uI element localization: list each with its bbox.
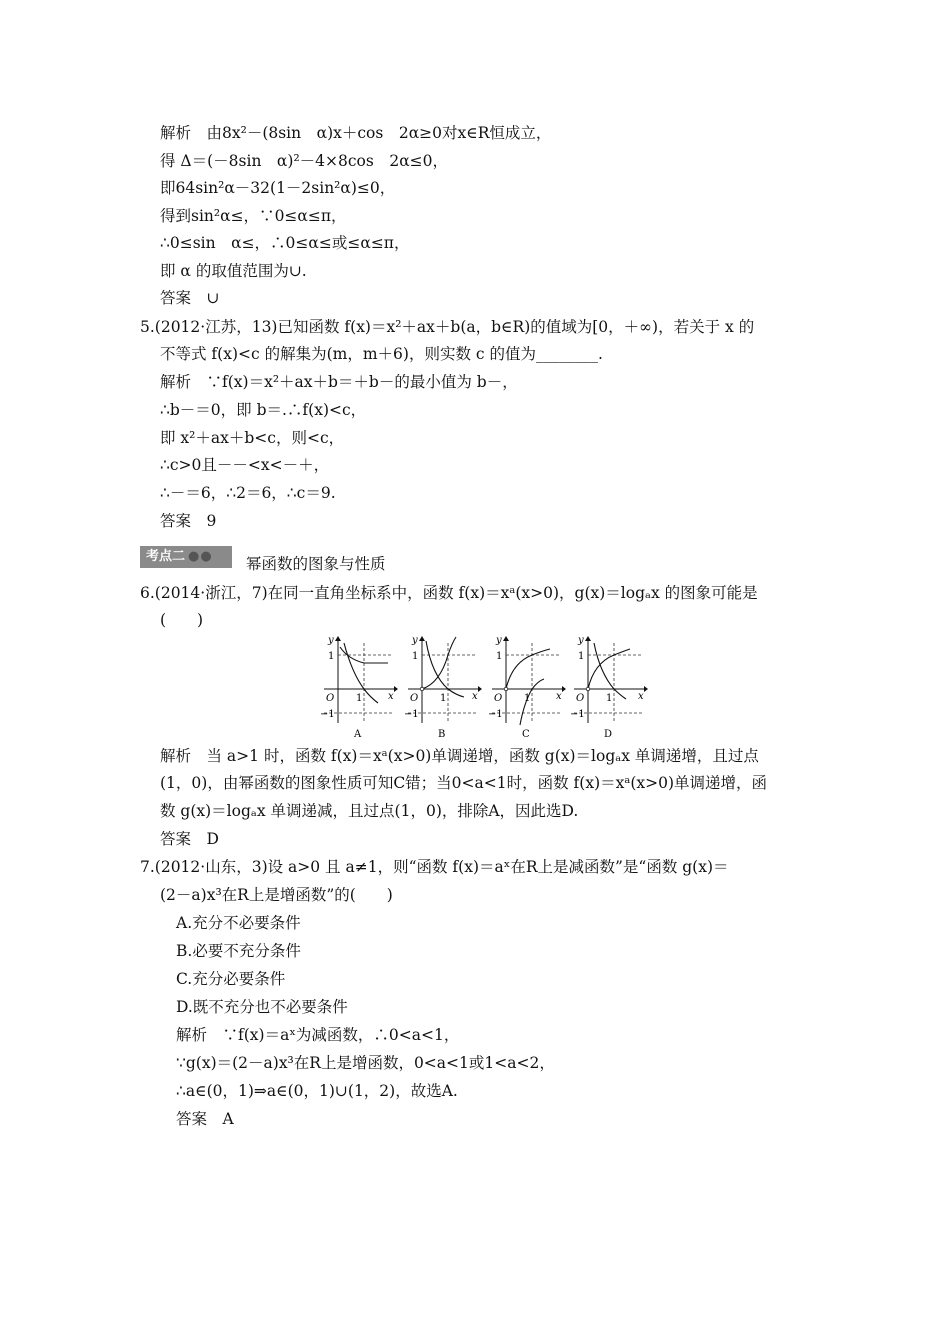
origin-label: O	[410, 693, 419, 704]
y-axis-arrow	[585, 636, 591, 641]
question-7-line-1: 7.(2012·山东，3)设 a>0 且 a≠1，则“函数 f(x)＝aˣ在R上是减函数”是“函数 g(x)＝	[140, 858, 729, 876]
option-label: D	[604, 729, 613, 740]
neg-one-label: −1	[404, 709, 419, 720]
question-6-line-2: ( )	[160, 611, 204, 629]
solution-line-5: ∴0≤sin α≤，∴0≤α≤或≤α≤π，	[160, 234, 410, 252]
answer-5: 答案 9	[160, 512, 217, 530]
solution-line-4: 得到sin²α≤，∵0≤α≤π，	[160, 207, 347, 225]
y-axis-arrow	[503, 636, 509, 641]
question-7-line-2: (2－a)x³在R上是增函数”的( )	[160, 886, 393, 904]
option-label: C	[522, 729, 530, 740]
origin-label: O	[494, 693, 503, 704]
section-badge	[140, 546, 232, 568]
one-label-y: 1	[496, 651, 503, 662]
solution-line-6: 即 α 的取值范围为∪.	[160, 262, 307, 280]
x-label: x	[638, 691, 644, 702]
neg-one-label: −1	[488, 709, 503, 720]
graph-d	[568, 633, 648, 743]
x-label: x	[472, 691, 478, 702]
answer-6: 答案 D	[160, 830, 219, 848]
y-label: y	[412, 635, 418, 646]
one-label-x: 1	[524, 693, 531, 704]
solution-7-line-2: ∵g(x)＝(2－a)x³在R上是增函数，0<a<1或1<a<2，	[176, 1054, 555, 1072]
one-label-x: 1	[440, 693, 447, 704]
origin-point	[504, 687, 508, 691]
y-label: y	[578, 635, 584, 646]
solution-7-line-3: ∴a∈(0，1)⇒a∈(0，1)∪(1，2)，故选A.	[176, 1082, 458, 1100]
y-axis-arrow	[335, 636, 341, 641]
x-label: x	[556, 691, 562, 702]
x-axis-arrow	[562, 686, 566, 692]
origin-label: O	[326, 693, 335, 704]
section-title: 幂函数的图象与性质	[246, 555, 386, 573]
solution-6-line-2: (1，0)，由幂函数的图象性质可知C错；当0<a<1时，函数 f(x)＝xᵃ(x>0)单调递增，函	[160, 774, 768, 792]
solution-5-line-4: ∴c>0且－－<x<－＋，	[160, 456, 330, 474]
solution-6-line-1: 解析 当 a>1 时，函数 f(x)＝xᵃ(x>0)单调递增，函数 g(x)＝logₐx 单调递增，且过点	[160, 747, 759, 765]
answer-7: 答案 A	[176, 1110, 234, 1128]
y-axis-arrow	[419, 636, 425, 641]
solution-7-line-1: 解析 ∵f(x)＝aˣ为减函数，∴0<a<1，	[176, 1026, 460, 1044]
option-label: A	[354, 729, 362, 740]
x-axis-arrow	[478, 686, 482, 692]
one-label-x: 1	[606, 693, 613, 704]
option-label: B	[438, 729, 446, 740]
question-5-line-2: 不等式 f(x)<c 的解集为(m，m＋6)，则实数 c 的值为________.	[160, 345, 603, 363]
x-axis-arrow	[394, 686, 398, 692]
solution-line-1: 解析 由8x²－(8sin α)x＋cos 2α≥0对x∈R恒成立，	[160, 124, 552, 142]
option-c: C.充分必要条件	[176, 970, 286, 988]
y-label: y	[328, 635, 334, 646]
solution-line-3: 即64sin²α－32(1－2sin²α)≤0，	[160, 179, 396, 197]
question-5-line-1: 5.(2012·江苏，13)已知函数 f(x)＝x²＋ax＋b(a，b∈R)的值域为[0，＋∞)，若关于 x 的	[140, 318, 755, 336]
one-label-y: 1	[412, 651, 419, 662]
x-axis-arrow	[644, 686, 648, 692]
one-label-x: 1	[356, 693, 363, 704]
answer-line: 答案 ∪	[160, 289, 220, 307]
graph-a	[318, 633, 398, 743]
one-label-y: 1	[578, 651, 585, 662]
origin-label: O	[576, 693, 585, 704]
section-badge-dots: ●●	[188, 549, 213, 564]
y-label: y	[496, 635, 502, 646]
option-d: D.既不充分也不必要条件	[176, 998, 348, 1016]
section-badge-label: 考点二	[146, 549, 186, 564]
question-6-line-1: 6.(2014·浙江，7)在同一直角坐标系中，函数 f(x)＝xᵃ(x>0)，g(x)＝logₐx 的图象可能是	[140, 584, 758, 602]
solution-5-line-3: 即 x²＋ax＋b<c，则<c，	[160, 429, 345, 447]
option-a: A.充分不必要条件	[176, 914, 301, 932]
origin-point	[420, 687, 424, 691]
solution-line-2: 得 Δ＝(－8sin α)²－4×8cos 2α≤0，	[160, 152, 449, 170]
curve-log	[594, 643, 626, 699]
solution-5-line-5: ∴－＝6，∴2＝6，∴c＝9.	[160, 484, 336, 502]
solution-5-line-2: ∴b－＝0，即 b＝.∴f(x)<c，	[160, 401, 367, 419]
solution-5-line-1: 解析 ∵f(x)＝x²＋ax＋b＝＋b－的最小值为 b－，	[160, 373, 518, 391]
origin-point	[586, 687, 590, 691]
graph-c	[486, 633, 566, 743]
x-label: x	[388, 691, 394, 702]
option-b: B.必要不充分条件	[176, 942, 301, 960]
neg-one-label: −1	[320, 709, 335, 720]
solution-6-line-3: 数 g(x)＝logₐx 单调递减，且过点(1，0)，排除A，因此选D.	[160, 802, 579, 820]
option-graphs	[318, 633, 648, 743]
neg-one-label: −1	[570, 709, 585, 720]
one-label-y: 1	[328, 651, 335, 662]
graph-b	[402, 633, 482, 743]
